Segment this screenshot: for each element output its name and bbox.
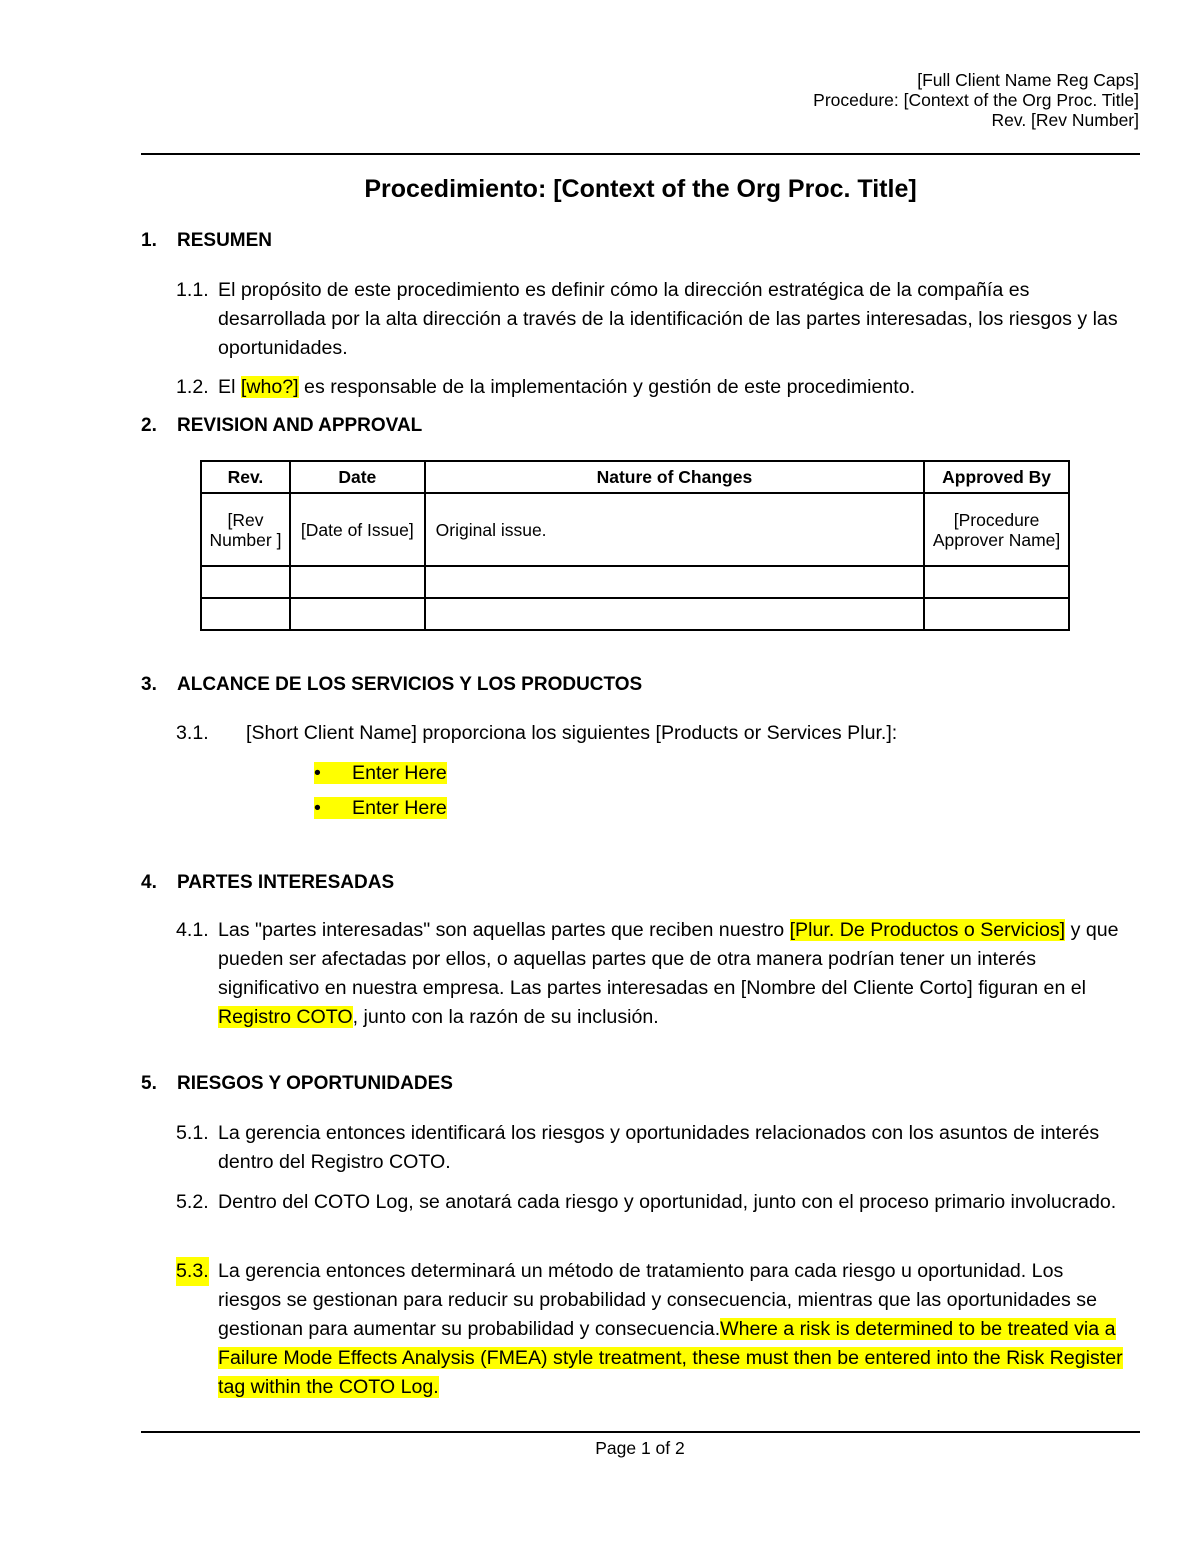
text-run: y que pueden ser afectadas por ellos, o aquellas partes que de otra manera podrían tener un interés significativo en nuestra empresa. Las partes interesadas en [Nombre del Cliente Corto] figuran en el (218, 919, 1119, 999)
text-run: La gerencia entonces determinará un método de tratamiento para cada riesgo u oportunidad. Los riesgos se gestionan para reducir su probabilidad y consecuencia, mientras que las oportunidades se gestionan para aumentar su probabilidad y consecuencia. (218, 1260, 1097, 1340)
section-heading-3 (141, 673, 642, 697)
page-number: Page 1 of 2 (595, 1438, 685, 1458)
highlighted-placeholder: [Plur. De Productos o Servicios] (789, 919, 1066, 941)
section-title: RESUMEN (177, 230, 273, 251)
column-header-rev: Rev. (201, 461, 290, 493)
cell-empty (924, 598, 1069, 630)
column-header-nature: Nature of Changes (425, 461, 925, 493)
paragraph-1-2 (176, 373, 1126, 402)
section-heading-2 (141, 414, 422, 438)
paragraph-5-1 (176, 1119, 1126, 1177)
cell-empty (201, 566, 290, 598)
paragraph-text (176, 1257, 1126, 1402)
column-header-date: Date (290, 461, 425, 493)
paragraph-number: 4.1. (176, 919, 209, 941)
table-row-empty (201, 566, 1069, 598)
section-title: RIESGOS Y OPORTUNIDADES (177, 1073, 453, 1094)
cell-empty (290, 566, 425, 598)
paragraph-number: 5.1. (176, 1122, 209, 1144)
highlighted-term: Registro COTO (218, 1006, 353, 1028)
paragraph-text (176, 916, 1126, 1032)
highlighted-placeholder: [who?] (240, 376, 299, 398)
table-row-empty (201, 598, 1069, 630)
document-title: Procedimiento: [Context of the Org Proc. Title] (364, 175, 917, 203)
paragraph-number: 5.3. (176, 1257, 209, 1286)
bullet-item (314, 795, 447, 821)
text-run: Las "partes interesadas" son aquellas partes que reciben nuestro (218, 919, 790, 941)
header-divider (141, 153, 1140, 155)
paragraph-text: El propósito de este procedimiento es definir cómo la dirección estratégica de la compañía es desarrollada por la alta dirección a través de la identificación de las partes interesadas, los riesgos y las oportunidades. (218, 279, 1118, 359)
header-procedure: Procedure: [Context of the Org Proc. Title] (813, 90, 1139, 110)
cell-approved: [Procedure Approver Name] (924, 493, 1069, 566)
page-header (813, 70, 1139, 130)
bullet-icon: • (314, 762, 321, 784)
paragraph-text: La gerencia entonces identificará los riesgos y oportunidades relacionados con los asuntos de interés dentro del Registro COTO. (218, 1122, 1100, 1173)
paragraph-text (176, 373, 1126, 402)
header-revision: Rev. [Rev Number] (991, 110, 1139, 130)
section-title: REVISION AND APPROVAL (177, 415, 423, 436)
paragraph-5-3 (176, 1257, 1126, 1402)
bullet-text: Enter Here (352, 762, 447, 784)
bullet-icon: • (314, 797, 321, 819)
paragraph-number: 1.2. (176, 376, 209, 398)
cell-empty (290, 598, 425, 630)
paragraph-number: 1.1. (176, 279, 209, 301)
paragraph-number: 3.1. (176, 722, 209, 744)
paragraph-5-2 (176, 1188, 1126, 1217)
cell-empty (425, 566, 925, 598)
highlighted-note: Where a risk is determined to be treated via a Failure Mode Effects Analysis (FMEA) style treatment, these must then be entered into the Risk Register tag within the COTO Log. (218, 1318, 1123, 1398)
cell-nature: Original issue. (425, 493, 925, 566)
cell-empty (425, 598, 925, 630)
section-number: 4. (141, 872, 157, 893)
section-title: ALCANCE DE LOS SERVICIOS Y LOS PRODUCTOS (177, 674, 643, 695)
paragraph-3-1 (176, 719, 1126, 748)
revision-table (200, 460, 1070, 631)
text-run: es responsable de la implementación y gestión de este procedimiento. (298, 376, 916, 398)
paragraph-number: 5.2. (176, 1191, 209, 1213)
section-title: PARTES INTERESADAS (177, 872, 395, 893)
section-number: 1. (141, 230, 157, 251)
paragraph-4-1 (176, 916, 1126, 1032)
section-heading-4 (141, 871, 394, 895)
bullet-item (314, 760, 447, 786)
paragraph-text: Dentro del COTO Log, se anotará cada riesgo y oportunidad, junto con el proceso primario involucrado. (218, 1191, 1117, 1213)
text-run: , junto con la razón de su inclusión. (352, 1006, 659, 1028)
section-heading-1 (141, 229, 272, 253)
cell-rev: [Rev Number ] (201, 493, 290, 566)
table-header-row (201, 461, 1069, 493)
column-header-approved: Approved By (924, 461, 1069, 493)
paragraph-1-1 (176, 276, 1126, 363)
section-number: 3. (141, 674, 157, 695)
text-run: El (218, 376, 241, 398)
cell-date: [Date of Issue] (290, 493, 425, 566)
paragraph-text: [Short Client Name] proporciona los siguientes [Products or Services Plur.]: (246, 722, 898, 744)
cell-empty (201, 598, 290, 630)
section-heading-5 (141, 1072, 453, 1096)
footer-divider (141, 1431, 1140, 1433)
cell-empty (924, 566, 1069, 598)
table-row (201, 493, 1069, 566)
section-number: 5. (141, 1073, 157, 1094)
section-number: 2. (141, 415, 157, 436)
bullet-text: Enter Here (352, 797, 447, 819)
header-client-name: [Full Client Name Reg Caps] (917, 70, 1139, 90)
